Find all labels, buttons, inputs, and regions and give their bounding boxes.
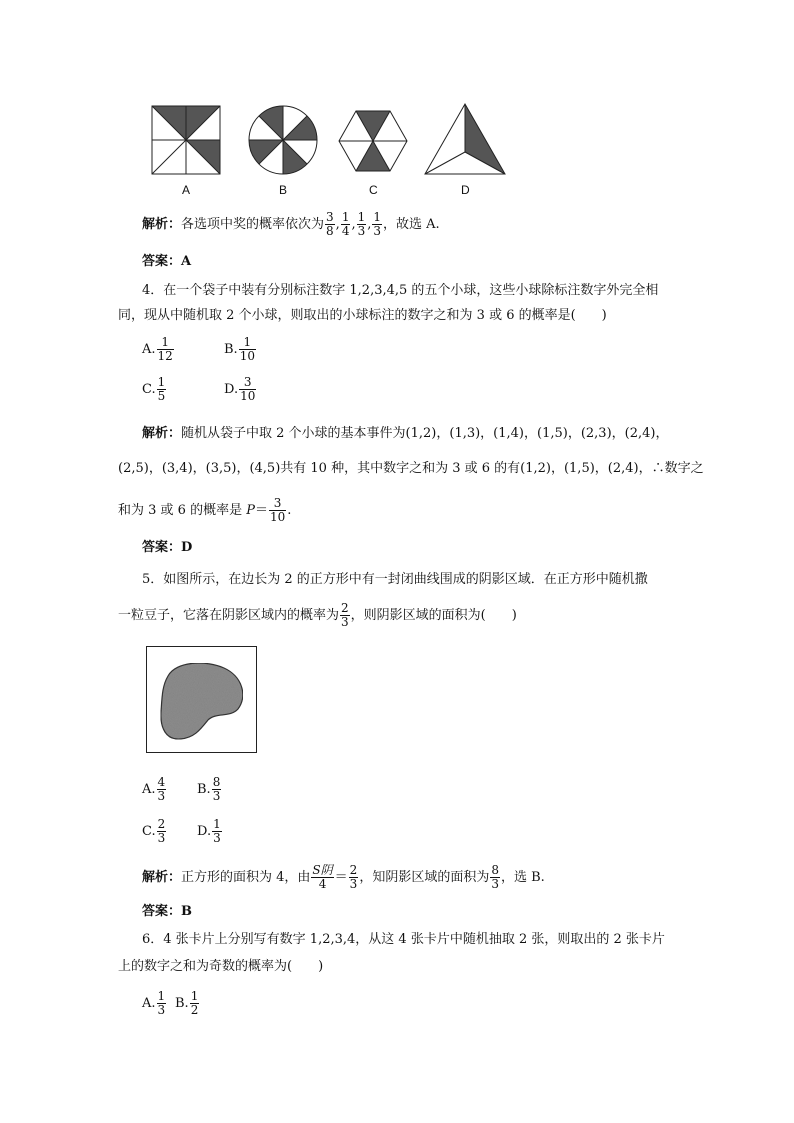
q4-option-b: B. $\frac{1}{10}$ bbox=[224, 335, 255, 363]
q4-option-a: A. $\frac{1}{12}$ bbox=[142, 335, 173, 363]
q4-option-c: C. $\frac{1}{5}$ bbox=[142, 375, 166, 403]
q4-stem-line-1: 4．在一个袋子中装有分别标注数字 1,2,3,4,5 的五个小球，这些小球除标注数字外完全相 bbox=[142, 283, 659, 298]
figure-label-a: A bbox=[182, 183, 191, 197]
q4-analysis-line-2: (2,5)，(3,4)，(3,5)，(4,5)共有 10 种，其中数字之和为 3 或 6 的有(1,2)，(1,5)，(2,4)，∴数字之 bbox=[118, 461, 704, 476]
figure-b-circle bbox=[249, 106, 317, 174]
q5-answer: 答案：B bbox=[142, 904, 192, 919]
q6-option-b: B. $\frac{1}{2}$ bbox=[175, 989, 199, 1017]
figure-c-hexagon bbox=[339, 111, 407, 171]
fraction: $\frac{1}{4}$ bbox=[341, 210, 350, 238]
q5-analysis: 解析：正方形的面积为 4，由 $\frac{\text{S阴}}{4}$ ＝ $\frac{2}{3}$ ，知阴影区域的面积为 $\frac{8}{3}$ ，选 B. bbox=[142, 863, 545, 891]
q4-option-d: D. $\frac{3}{10}$ bbox=[224, 375, 256, 403]
q4-analysis-line-3: 和为 3 或 6 的概率是 P＝ $\frac{3}{10}$ . bbox=[118, 496, 292, 524]
q5-stem-line-1: 5．如图所示，在边长为 2 的正方形中有一封闭曲线围成的阴影区域．在正方形中随机撒 bbox=[142, 572, 648, 587]
fraction: $\frac{1}{3}$ bbox=[373, 210, 382, 238]
q5-square-figure bbox=[146, 646, 258, 754]
q5-stem-line-2: 一粒豆子，它落在阴影区域内的概率为 $\frac{2}{3}$ ，则阴影区域的面积为( ) bbox=[118, 601, 517, 629]
fraction: $\frac{1}{3}$ bbox=[357, 210, 366, 238]
q3-answer: 答案：A bbox=[142, 254, 192, 269]
q6-option-a: A. $\frac{1}{3}$ bbox=[142, 989, 166, 1017]
q4-stem-line-2: 同，现从中随机取 2 个小球，则取出的小球标注的数字之和为 3 或 6 的概率是( ) bbox=[118, 308, 607, 323]
q4-answer: 答案：D bbox=[142, 540, 193, 555]
q6-stem-line-2: 上的数字之和为奇数的概率为( ) bbox=[118, 959, 324, 974]
figure-options-row bbox=[145, 100, 525, 180]
q5-option-c: C. $\frac{2}{3}$ bbox=[142, 817, 166, 845]
figure-label-d: D bbox=[461, 183, 470, 197]
fraction: $\frac{3}{8}$ bbox=[326, 210, 334, 238]
q3-analysis: 解析：各选项中奖的概率依次为 $\frac{3}{8}$ , $\frac{1}{4}$ , $\frac{1}{3}$ , $\frac{1}{3}$ ，故选 A. bbox=[142, 210, 440, 238]
q6-stem-line-1: 6．4 张卡片上分别写有数字 1,2,3,4，从这 4 张卡片中随机抽取 2 张，则取出的 2 张卡片 bbox=[142, 932, 665, 947]
figure-d-triangle bbox=[425, 104, 505, 174]
figure-label-b: B bbox=[279, 183, 288, 197]
q4-analysis-line-1: 解析：随机从袋子中取 2 个小球的基本事件为(1,2)，(1,3)，(1,4)，(1,5)，(2,3)，(2,4)， bbox=[142, 426, 669, 441]
q5-option-a: A. $\frac{4}{3}$ bbox=[142, 775, 166, 803]
figure-a-square bbox=[152, 106, 220, 174]
q5-option-d: D. $\frac{1}{3}$ bbox=[197, 817, 221, 845]
q5-option-b: B. $\frac{8}{3}$ bbox=[197, 775, 221, 803]
figure-label-c: C bbox=[369, 183, 378, 197]
